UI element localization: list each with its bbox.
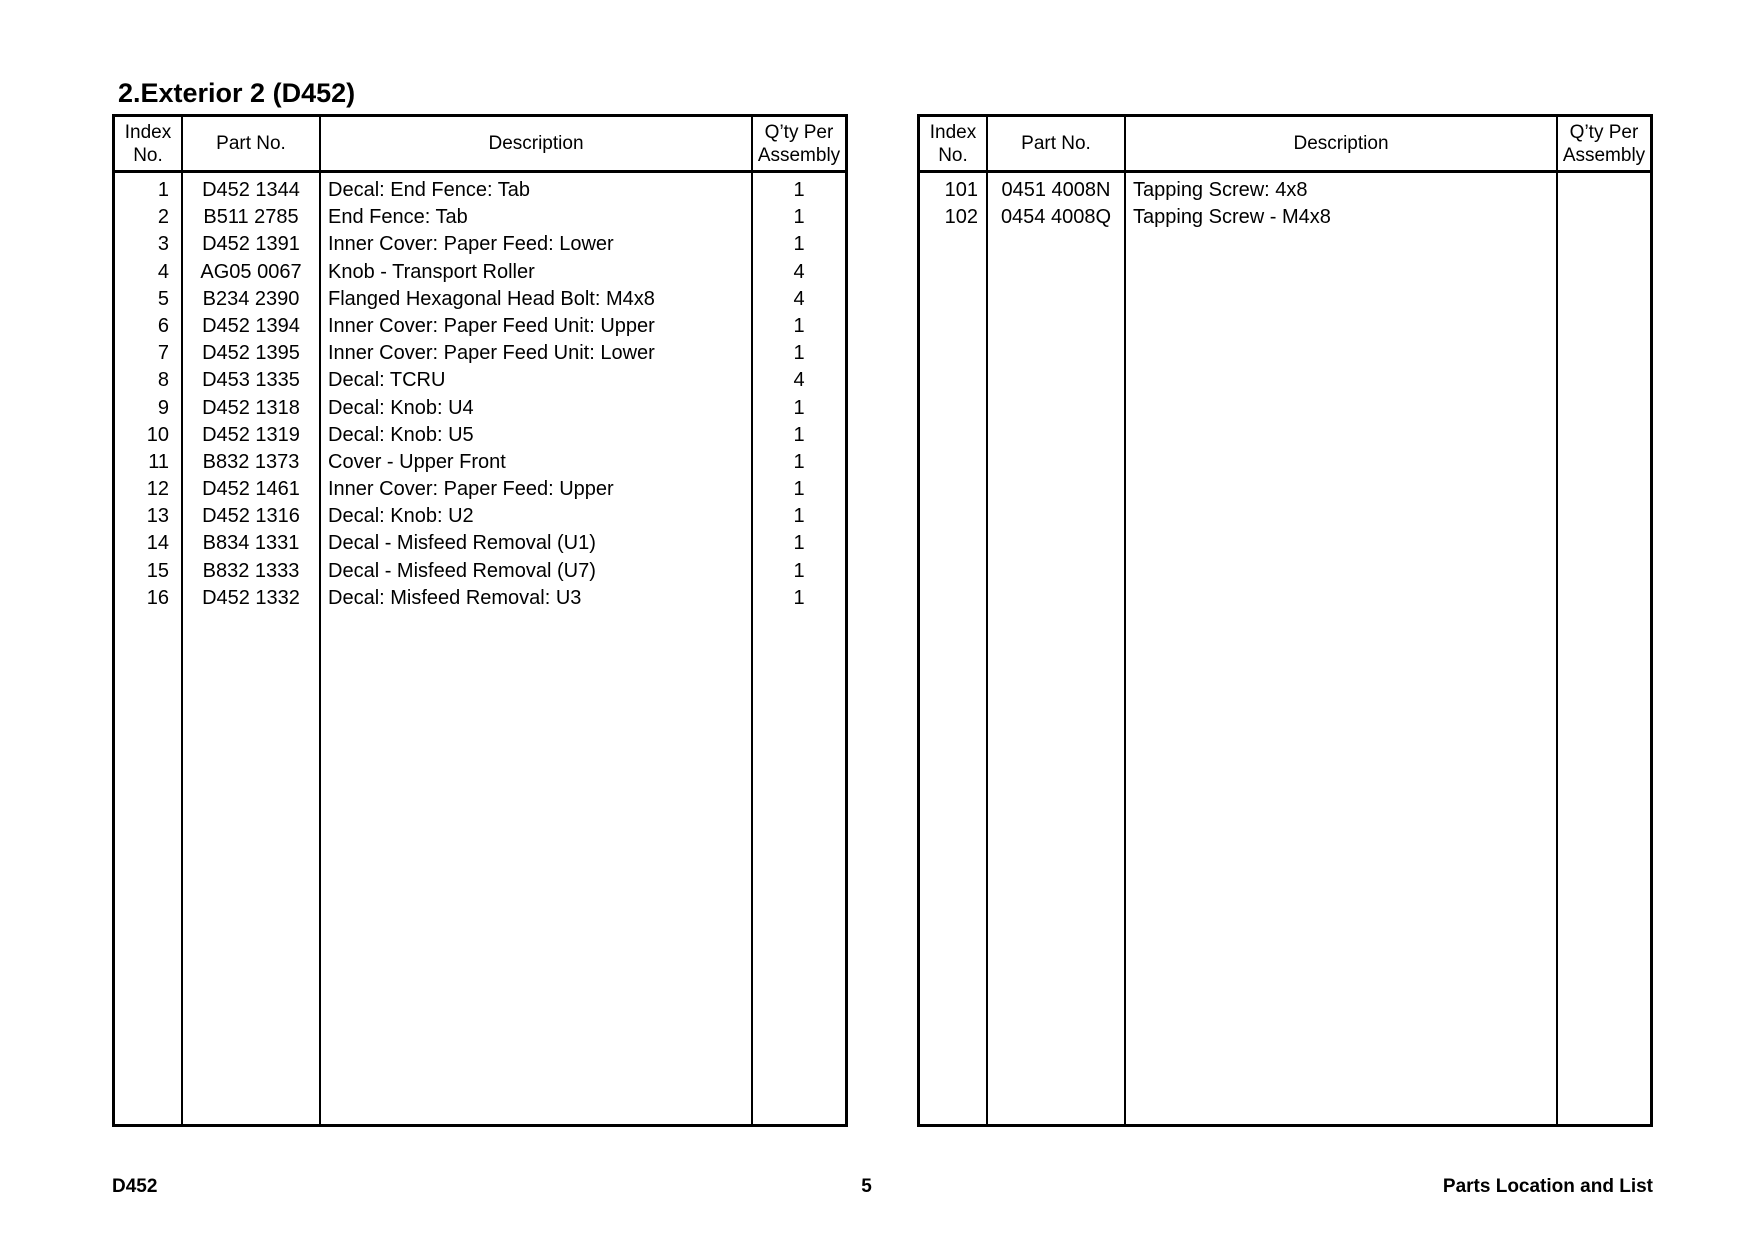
header-description: Description <box>1293 133 1389 154</box>
index-no-cell: 7 <box>157 342 169 365</box>
table-row <box>115 286 845 313</box>
qty-cell: 1 <box>793 505 805 528</box>
description-cell: Tapping Screw: 4x8 <box>1133 179 1308 201</box>
table-row <box>115 313 845 340</box>
index-no-cell: 11 <box>148 450 169 473</box>
description-cell: Inner Cover: Paper Feed: Lower <box>328 233 614 256</box>
part-no-cell: 0454 4008Q <box>1000 206 1112 229</box>
part-no-cell: AG05 0067 <box>200 260 302 283</box>
part-no-cell: B832 1373 <box>202 450 300 473</box>
description-cell: Decal: Knob: U2 <box>328 505 474 528</box>
qty-cell: 1 <box>793 559 805 582</box>
table-row <box>115 340 845 367</box>
description-cell: Inner Cover: Paper Feed Unit: Upper <box>328 314 655 337</box>
index-no-cell: 10 <box>146 423 169 446</box>
part-no-cell: B834 1331 <box>202 532 300 555</box>
index-no-cell: 3 <box>157 233 169 256</box>
index-no-cell: 8 <box>157 369 169 392</box>
table-row <box>115 503 845 530</box>
description-cell: Decal: End Fence: Tab <box>328 179 530 201</box>
column-divider <box>986 117 988 1124</box>
part-no-cell: D452 1395 <box>202 342 300 365</box>
table-row <box>115 422 845 449</box>
table-row <box>115 558 845 585</box>
column-divider <box>1556 117 1558 1124</box>
description-cell: Flanged Hexagonal Head Bolt: M4x8 <box>328 287 655 310</box>
description-cell: Decal: Knob: U5 <box>328 423 474 446</box>
description-cell: End Fence: Tab <box>328 206 468 229</box>
part-no-cell: D452 1461 <box>202 478 300 501</box>
qty-cell: 1 <box>793 233 805 256</box>
description-cell: Decal: Knob: U4 <box>328 396 474 419</box>
description-cell: Decal: Misfeed Removal: U3 <box>328 586 582 609</box>
header-part-no: Part No. <box>1021 133 1091 154</box>
index-no-cell: 2 <box>157 206 169 229</box>
qty-cell: 1 <box>793 314 805 337</box>
table-row <box>115 530 845 557</box>
qty-cell: 1 <box>793 450 805 473</box>
qty-cell: 1 <box>793 206 805 229</box>
qty-cell: 1 <box>793 342 805 365</box>
qty-cell: 4 <box>793 287 805 310</box>
table-row <box>115 367 845 394</box>
part-no-cell: 0451 4008N <box>1001 179 1111 201</box>
part-no-cell: D452 1319 <box>202 423 300 446</box>
qty-cell: 1 <box>793 586 805 609</box>
part-no-cell: B832 1333 <box>202 559 300 582</box>
part-no-cell: D453 1335 <box>202 369 300 392</box>
index-no-cell: 14 <box>146 532 169 555</box>
qty-cell: 1 <box>793 396 805 419</box>
table-body <box>920 177 1650 231</box>
part-no-cell: B234 2390 <box>202 287 300 310</box>
parts-table-left <box>112 114 848 1127</box>
part-no-cell: D452 1332 <box>202 586 300 609</box>
page-title: 2.Exterior 2 (D452) <box>118 78 356 108</box>
qty-cell: 4 <box>793 260 805 283</box>
description-cell: Decal: TCRU <box>328 369 446 392</box>
description-cell: Inner Cover: Paper Feed: Upper <box>328 478 614 501</box>
index-no-cell: 102 <box>944 206 978 229</box>
header-index-no: Index No. <box>124 121 172 166</box>
index-no-cell: 16 <box>146 586 169 609</box>
description-cell: Tapping Screw - M4x8 <box>1133 206 1331 229</box>
header-description: Description <box>488 133 584 154</box>
footer-model-code: D452 <box>112 1176 158 1197</box>
table-row <box>115 231 845 258</box>
table-row <box>920 204 1650 231</box>
description-cell: Cover - Upper Front <box>328 450 506 473</box>
index-no-cell: 12 <box>146 478 169 501</box>
description-cell: Knob - Transport Roller <box>328 260 535 283</box>
index-no-cell: 13 <box>146 505 169 528</box>
index-no-cell: 5 <box>157 287 169 310</box>
part-no-cell: D452 1391 <box>202 233 300 256</box>
index-no-cell: 15 <box>146 559 169 582</box>
qty-cell: 1 <box>793 532 805 555</box>
table-row <box>115 395 845 422</box>
description-cell: Inner Cover: Paper Feed Unit: Lower <box>328 342 655 365</box>
parts-table-right <box>917 114 1653 1127</box>
index-no-cell: 9 <box>157 396 169 419</box>
table-header <box>920 117 1650 173</box>
qty-cell: 1 <box>793 423 805 446</box>
part-no-cell: D452 1318 <box>202 396 300 419</box>
part-no-cell: D452 1316 <box>202 505 300 528</box>
header-qty-per-assembly: Q’ty Per Assembly <box>757 121 841 166</box>
index-no-cell: 4 <box>157 260 169 283</box>
qty-cell: 1 <box>793 179 805 201</box>
column-divider <box>1124 117 1126 1124</box>
index-no-cell: 6 <box>157 314 169 337</box>
part-no-cell: D452 1344 <box>202 179 300 201</box>
table-body <box>115 177 845 612</box>
footer-section-title: Parts Location and List <box>1442 1176 1653 1197</box>
footer-page-number: 5 <box>861 1176 872 1197</box>
table-header <box>115 117 845 173</box>
part-no-cell: D452 1394 <box>202 314 300 337</box>
table-row <box>115 259 845 286</box>
index-no-cell: 1 <box>157 179 169 201</box>
table-row <box>920 177 1650 204</box>
header-index-no: Index No. <box>929 121 977 166</box>
description-cell: Decal - Misfeed Removal (U7) <box>328 559 596 582</box>
header-qty-per-assembly: Q’ty Per Assembly <box>1562 121 1646 166</box>
table-row <box>115 204 845 231</box>
part-no-cell: B511 2785 <box>203 206 299 229</box>
table-row <box>115 585 845 612</box>
table-row <box>115 449 845 476</box>
qty-cell: 1 <box>793 478 805 501</box>
index-no-cell: 101 <box>944 179 978 201</box>
description-cell: Decal - Misfeed Removal (U1) <box>328 532 596 555</box>
header-part-no: Part No. <box>216 133 286 154</box>
table-row <box>115 476 845 503</box>
table-row <box>115 177 845 204</box>
qty-cell: 4 <box>793 369 805 392</box>
